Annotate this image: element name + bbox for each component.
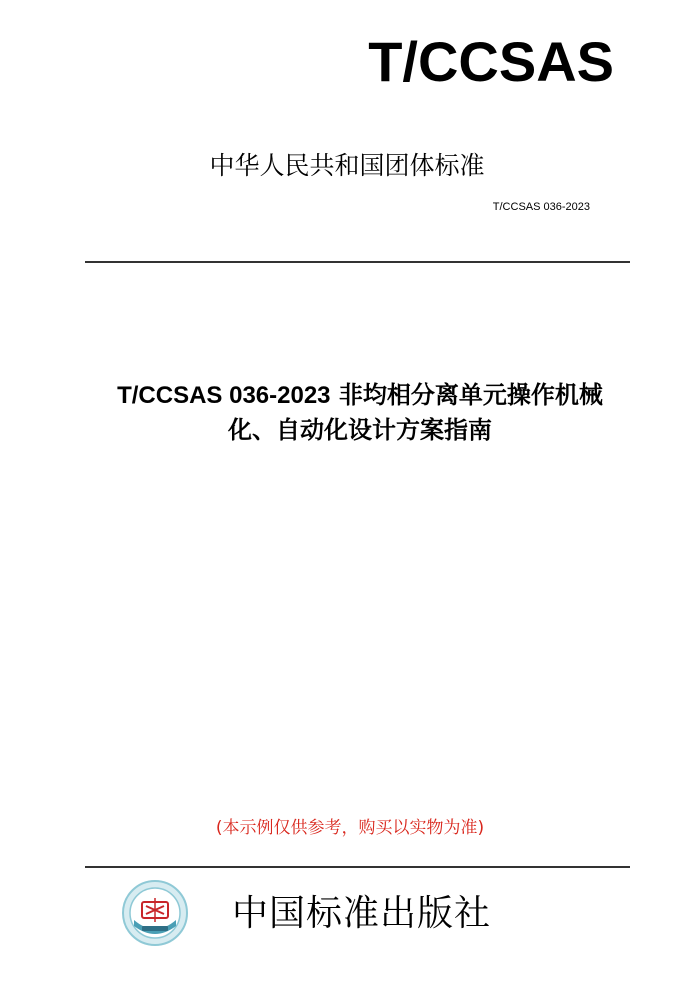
org-code-heading: T/CCSAS — [368, 30, 614, 93]
standard-category-label: 中华人民共和国团体标准 — [209, 151, 485, 180]
document-title-line-2: 化、自动化设计方案指南 — [228, 416, 492, 444]
bottom-divider — [85, 866, 630, 868]
top-divider — [85, 261, 630, 263]
document-title-text: 非均相分离单元操作机械 — [338, 381, 603, 409]
document-title-line-1 — [40, 378, 680, 413]
publisher-name: 中国标准出版社 — [232, 893, 492, 934]
standard-number: T/CCSAS 036-2023 — [492, 201, 590, 213]
document-title — [40, 378, 680, 447]
document-title-code: T/CCSAS 036-2023 — [117, 382, 331, 409]
standard-category — [0, 153, 700, 178]
publisher-seal-icon — [122, 880, 188, 946]
sample-note: (本示例仅供参考，购买以实物为准) — [215, 818, 485, 838]
